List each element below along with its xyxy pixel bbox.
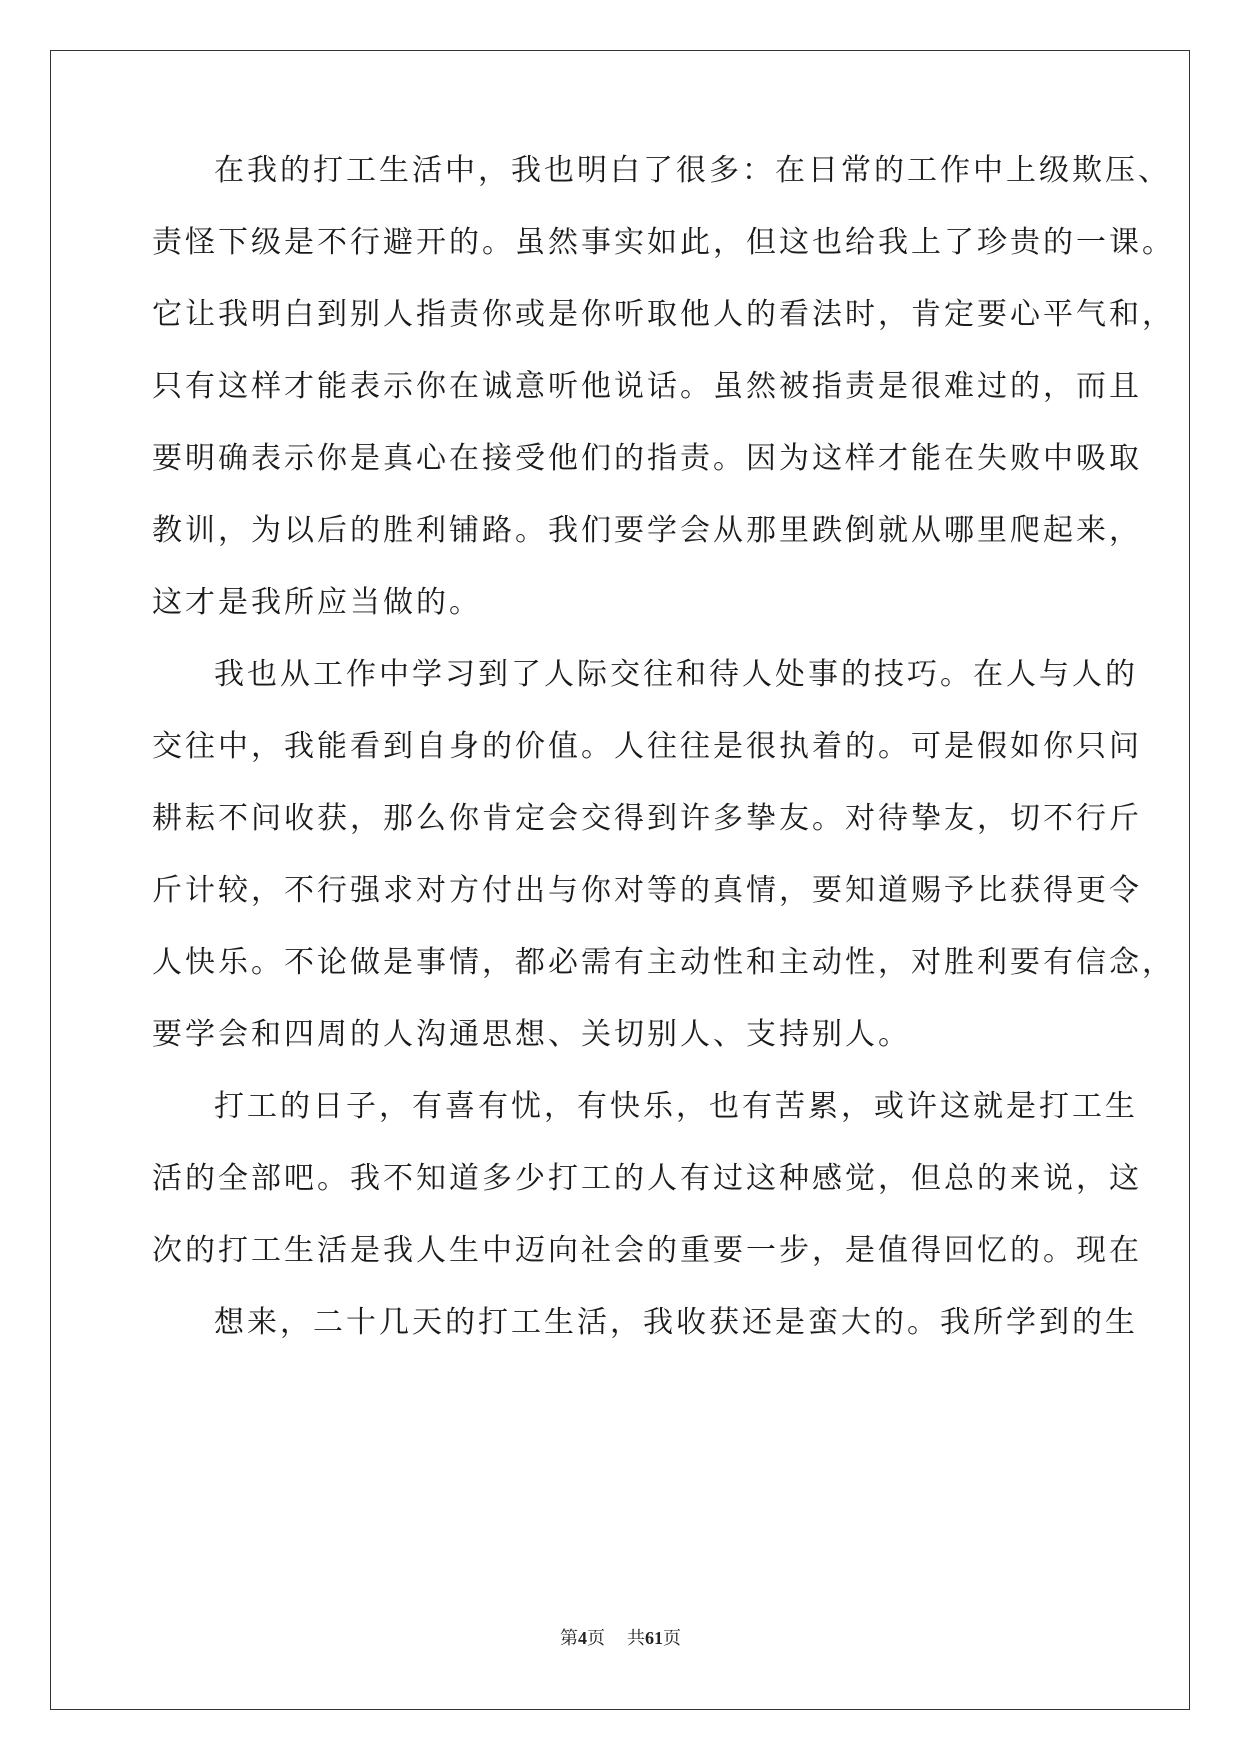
text-line: 只有这样才能表示你在诚意听他说话。虽然被指责是很难过的，而且 (152, 369, 1142, 404)
page-footer (0, 1626, 1241, 1651)
text-line: 耕耘不问收获，那么你肯定会交得到许多挚友。对待挚友，切不行斤 (152, 801, 1142, 836)
text-line: 次的打工生活是我人生中迈向社会的重要一步，是值得回忆的。现在 (152, 1233, 1142, 1268)
text-line: 交往中，我能看到自身的价值。人往往是很执着的。可是假如你只问 (152, 729, 1142, 764)
text-line: 活的全部吧。我不知道多少打工的人有过这种感觉，但总的来说，这 (152, 1161, 1142, 1196)
text-line: 斤计较，不行强求对方付出与你对等的真情，要知道赐予比获得更令 (152, 873, 1142, 908)
text-line: 我也从工作中学习到了人际交往和待人处事的技巧。在人与人的 (214, 657, 1138, 692)
text-line: 想来，二十几天的打工生活，我收获还是蛮大的。我所学到的生 (214, 1305, 1138, 1340)
total-suffix: 页 (663, 1628, 681, 1649)
text-line: 要明确表示你是真心在接受他们的指责。因为这样才能在失败中吸取 (152, 441, 1142, 476)
page-suffix: 页 (587, 1628, 605, 1649)
total-pages: 61 (645, 1628, 663, 1648)
text-line: 责怪下级是不行避开的。虽然事实如此，但这也给我上了珍贵的一课。 (152, 225, 1175, 260)
text-line: 它让我明白到别人指责你或是你听取他人的看法时，肯定要心平气和， (152, 297, 1175, 332)
text-line: 教训，为以后的胜利铺路。我们要学会从那里跌倒就从哪里爬起来， (152, 513, 1142, 548)
text-line: 在我的打工生活中，我也明白了很多：在日常的工作中上级欺压、 (214, 153, 1171, 188)
page-prefix: 第 (560, 1628, 578, 1649)
text-line: 这才是我所应当做的。 (152, 585, 482, 620)
text-line: 要学会和四周的人沟通思想、关切别人、支持别人。 (152, 1017, 911, 1052)
page-number: 4 (578, 1628, 587, 1648)
total-prefix: 共 (627, 1628, 645, 1649)
text-line: 人快乐。不论做是事情，都必需有主动性和主动性，对胜利要有信念， (152, 945, 1175, 980)
text-line: 打工的日子，有喜有忧，有快乐，也有苦累，或许这就是打工生 (214, 1089, 1138, 1124)
